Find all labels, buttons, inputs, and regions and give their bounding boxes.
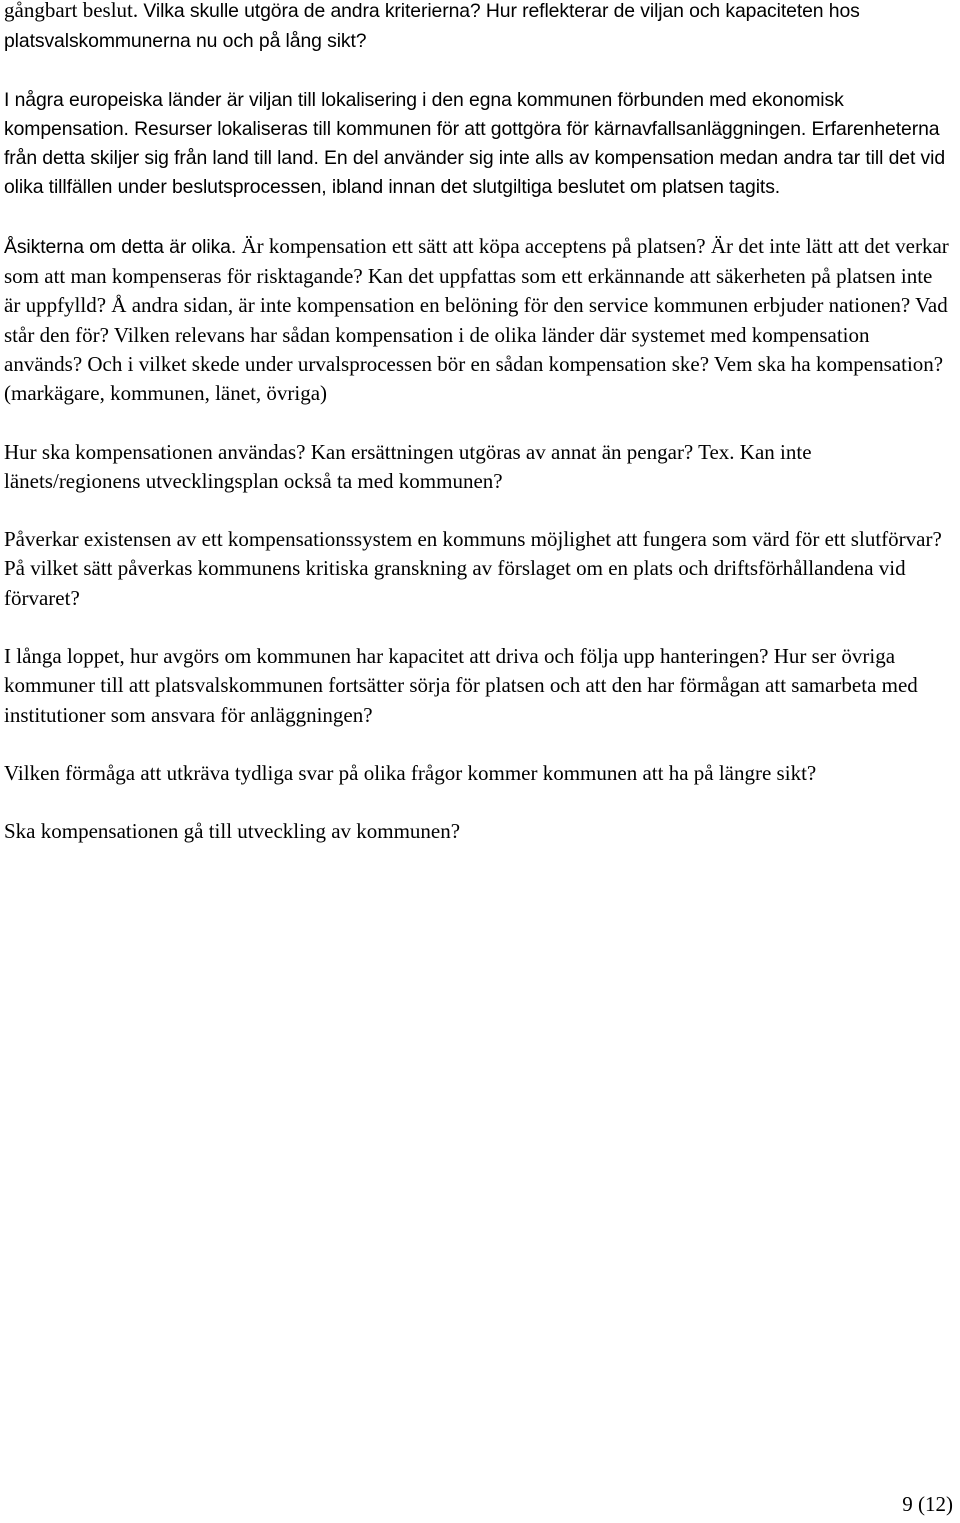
paragraph-5-text: Påverkar existensen av ett kompensationssystem en kommuns möjlighet att fungera som värd för ett slutförvar? På vilket sätt påverkas kommunens kritiska granskning av förslaget om en plats och driftsförhållandena vid förvaret? [4, 527, 942, 610]
paragraph-1-text-b: Vilka skulle utgöra de andra kriterierna? Hur reflekterar de viljan och kapaciteten hos platsvalskommunerna nu och på lång sikt? [4, 0, 860, 53]
paragraph-3-text-a: Åsikterna om detta är olika. [4, 235, 242, 258]
paragraph-3 [4, 232, 949, 409]
paragraph-2 [4, 86, 949, 203]
paragraph-3-text-b: Är kompensation ett sätt att köpa acceptens på platsen? Är det inte lätt att det verkar som att man kompenseras för risktagande? Kan det uppfattas som ett erkännande att säkerheten på platsen inte är uppfylld? Å andra sidan, är inte kompensation en belöning för den service kommunen erbjuder nationen? Vad står den för? Vilken relevans har sådan kompensation i de olika länder där systemet med kompensation används? Och i vilket skede under urvalsprocessen bör en sådan kompensation ske? Vem ska ha kompensation? (markägare, kommunen, länet, övriga) [4, 233, 949, 406]
paragraph-1 [4, 0, 949, 57]
document-page [4, 0, 949, 876]
paragraph-2-text: I några europeiska länder är viljan till lokalisering i den egna kommunen förbunden med ekonomisk kompensation. Resurser lokaliseras till kommunen för att gottgöra för kärnavfallsanläggningen. Erfarenheterna från detta skiljer sig från land till land. En del använder sig inte alls av kompensation medan andra tar till det vid olika tillfällen under beslutsprocessen, ibland innan det slutgiltiga beslutet om platsen tagits. [4, 88, 946, 199]
paragraph-7-text: Vilken förmåga att utkräva tydliga svar på olika frågor kommer kommunen att ha på längre sikt? [4, 760, 817, 785]
paragraph-8 [4, 817, 949, 846]
paragraph-1-text-a: gångbart beslut. [4, 0, 144, 22]
paragraph-4 [4, 438, 949, 497]
paragraph-8-text: Ska kompensationen gå till utveckling av kommunen? [4, 819, 461, 844]
paragraph-4-text: Hur ska kompensationen användas? Kan ersättningen utgöras av annat än pengar? Tex. Kan inte länets/regionens utvecklingsplan också ta med kommunen? [4, 439, 812, 493]
paragraph-6 [4, 642, 949, 730]
paragraph-7 [4, 759, 949, 788]
paragraph-5 [4, 525, 949, 613]
page-number: 9 (12) [902, 1492, 953, 1516]
paragraph-6-text: I långa loppet, hur avgörs om kommunen har kapacitet att driva och följa upp hanteringen? Hur ser övriga kommuner till att platsvalskommunen fortsätter sörja för platsen och att den har förmågan att samarbeta med institutioner som ansvara för anläggningen? [4, 644, 918, 727]
